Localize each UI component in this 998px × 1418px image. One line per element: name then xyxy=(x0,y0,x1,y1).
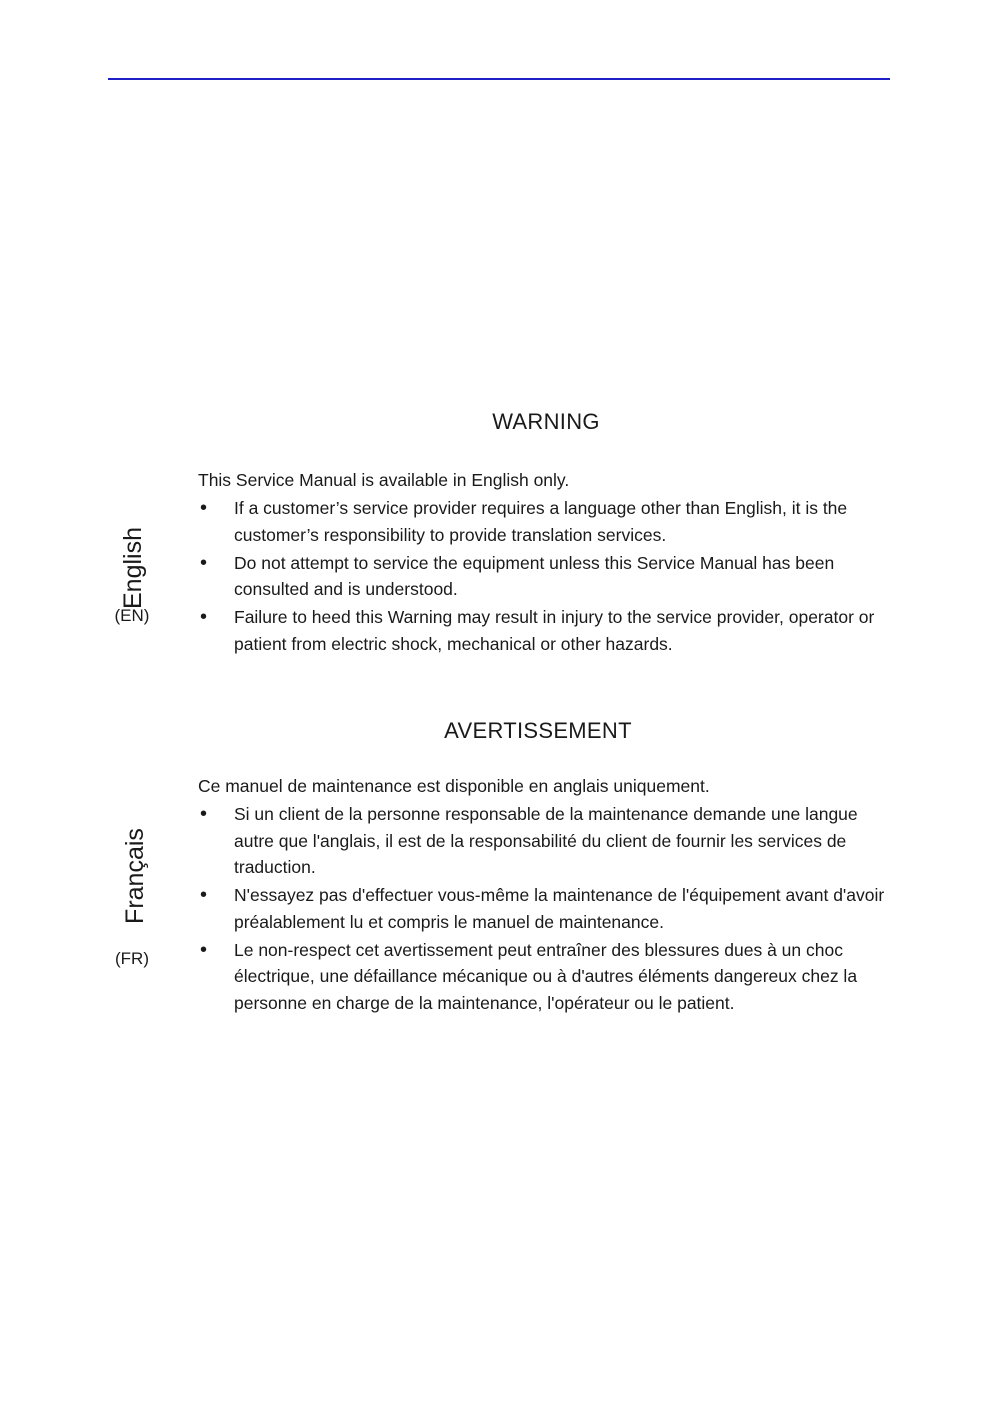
header-rule xyxy=(108,78,890,80)
warning-body xyxy=(198,467,888,657)
language-name: English xyxy=(119,527,147,609)
avertissement-heading: AVERTISSEMENT xyxy=(444,718,632,743)
avertissement-bullet: • Si un client de la personne responsable de la maintenance demande une langue autre que l'anglais, il est de la responsabilité du client de fournir les services de traduction. xyxy=(198,801,888,881)
warning-intro: This Service Manual is available in English only. xyxy=(198,470,570,490)
warning-bullet: • Do not attempt to service the equipment unless this Service Manual has been consulted and is understood. xyxy=(198,550,888,603)
warning-bullet-list xyxy=(198,495,888,657)
avertissement-bullet: • Le non-respect cet avertissement peut entraîner des blessures dues à un choc électrique, une défaillance mécanique ou à d'autres éléments dangereux chez la personne en charge de la maintenance, l'opérateur ou le patient. xyxy=(198,937,888,1017)
avertissement-bullet-list xyxy=(198,801,888,1016)
warning-bullet: • If a customer’s service provider requires a language other than English, it is the customer’s responsibility to provide translation services. xyxy=(198,495,888,548)
language-code: (FR) xyxy=(115,949,149,968)
warning-bullet: • Failure to heed this Warning may result in injury to the service provider, operator or patient from electric shock, mechanical or other hazards. xyxy=(198,604,888,657)
avertissement-bullet: • N'essayez pas d'effectuer vous-même la maintenance de l'équipement avant d'avoir préalablement lu et compris le manuel de maintenance. xyxy=(198,882,888,935)
avertissement-body xyxy=(198,773,888,1016)
language-label-french xyxy=(100,817,170,968)
avertissement-intro: Ce manuel de maintenance est disponible en anglais uniquement. xyxy=(198,776,710,796)
language-code: (EN) xyxy=(114,606,150,625)
language-label-english xyxy=(100,503,170,633)
warning-heading: WARNING xyxy=(492,409,600,434)
language-name: Français xyxy=(121,828,149,924)
